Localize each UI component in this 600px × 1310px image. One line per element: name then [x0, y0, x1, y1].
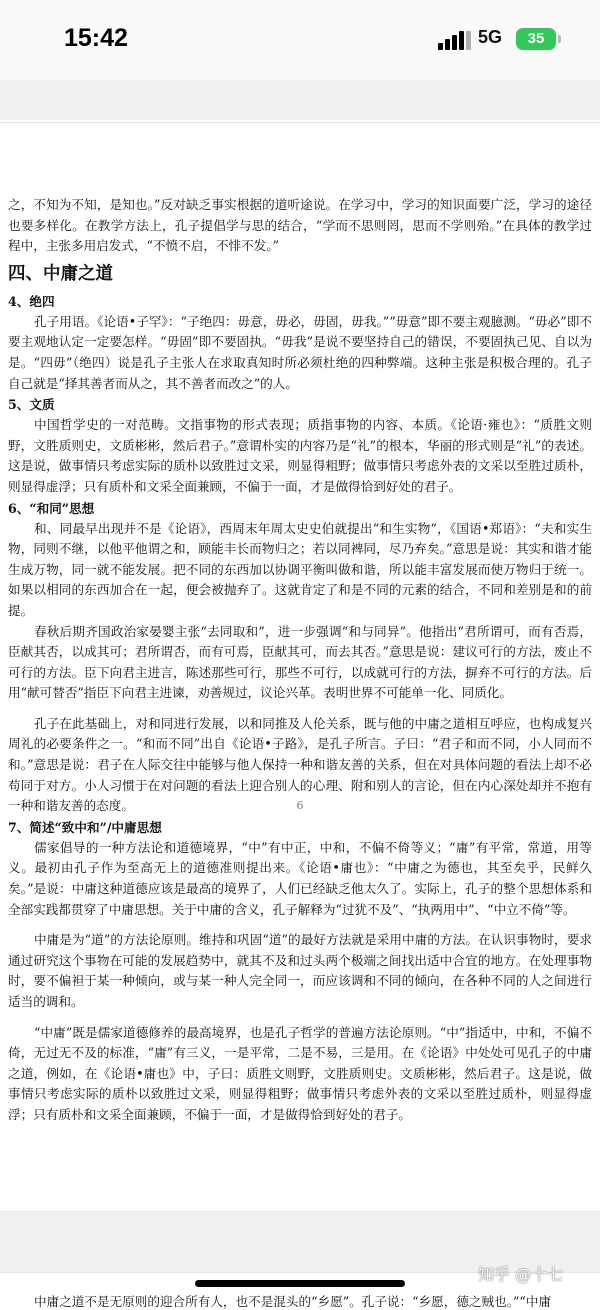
battery-icon — [516, 28, 556, 50]
next-page-text: 中庸之道不是无原则的迎合所有人，也不是混头的“乡愿”。孔子说：“乡愿，德之贼也。”“中庸 — [34, 1294, 552, 1309]
page-number: 6 — [296, 799, 304, 812]
subsection-heading: 5、文质 — [8, 397, 55, 413]
document-page[interactable] — [0, 122, 600, 1212]
battery-level: 35 — [527, 30, 545, 47]
zhihu-watermark: 知乎 @十七 — [478, 1265, 564, 1284]
status-time: 15:42 — [64, 24, 128, 52]
paragraph: 中庸是为“道”的方法论原则。维持和巩固“道”的最好方法就是采用中庸的方法。在认识事物时，要求通过研究这个事物在可能的发展趋势中，就其不及和过头两个极端之间找出适中合宜的地方。在处理事物时，要不偏袒于某一种倾向，或与某一种人完全同一，而应该调和不同的倾向，在各种不同的人之间进行适当的调和。 — [8, 932, 592, 1009]
paragraph: 春秋后期齐国政治家晏婴主张“去同取和”，进一步强调“和与同异”。他指出“君所谓可，而有否焉，臣献其否，以成其可；君所谓否，而有可焉，臣献其可，而去其否。”意思是说：建议可行的方法，废止不可行的方法。臣下向君主进言，陈述那些可行，那些不可行，以成就可行的方法，摒弃不可行的方法。后用“献可替否”指臣下向君主进谏，劝善规过，议论兴革。表明世界不可能单一化、同质化。 — [8, 623, 592, 701]
paragraph: 儒家倡导的一种方法论和道德境界，“中”有中正，中和，不偏不倚等义；“庸”有平常，常道，用等义。最初由孔子作为至高无上的道德准则提出来。《论语•庸也》：“中庸之为德也，其至矣乎，民鲜久矣。”是说：中庸这种道德应该是最高的境界了，人们已经缺乏他太久了。实际上，孔子的整个思想体系和全部实践都贯穿了中庸思想。关于中庸的含义，孔子解释为“过犹不及”、“执两用中”、“中立不倚”等。 — [8, 839, 592, 917]
paragraph: 孔子用语。《论语•子罕》：“子绝四：毋意，毋必，毋固，毋我。”“毋意”即不要主观臆测。“毋必”即不要主观地认定一定要怎样。“毋固”即不要固执。“毋我”是说不要坚持自己的错误，不要固执己见、自以为是。“四毋”（绝四）说是孔子主张人在求取真知时所必须杜绝的四种弊端。这种主张是积极合理的。孔子自己就是“择其善者而从之，其不善者而改之”的人。 — [8, 313, 592, 391]
intro-paragraph: 之，不知为不知，是知也。”反对缺乏事实根据的道听途说。在学习中，学习的知识面要广泛，学习的途径也要多样化。在教学方法上，孔子提倡学与思的结合，“学而不思则罔，思而不学则殆。”在具体的教学过程中，主张多用启发式，“不愤不启，不悱不发。” — [8, 197, 592, 254]
subsection-heading: 6、“和同”思想 — [8, 500, 95, 516]
paragraph: 孔子在此基础上，对和同进行发展，以和同推及人伦关系，既与他的中庸之道相互呼应，也构成复兴周礼的必要条件之一。“和而不同”出自《论语•子路》，是孔子所言。子曰：“君子和而不同，小人同而不和。”意思是说：君子在人际交往中能够与他人保持一种和谐友善的关系，但在对具体问题的看法上却不必苟同于对方。小人习惯于在对问题的看法上迎合别人的心理、附和别人的言论，但在内心深处却并不抱有一种和谐友善的态度。 — [8, 715, 592, 814]
status-bar — [0, 0, 600, 80]
home-indicator[interactable] — [195, 1280, 405, 1287]
paragraph: “中庸”既是儒家道德修养的最高境界，也是孔子哲学的普遍方法论原则。“中”指适中，中和，不偏不倚，无过无不及的标准，“庸”有三义，一是平常，二是不易，三是用。在《论语》中处处可见孔子的中庸之道，例如，在《论语•庸也》中，子曰：质胜文则野，文胜质则史。文质彬彬，然后君子。这是说，做事情只考虑实际的质朴以致胜过文采，则显得粗野；做事情只考虑外表的文采以至胜过质朴，则显得虚浮；只有质朴和文采全面兼顾，不偏于一面，才是做得恰到好处的君子。 — [8, 1024, 592, 1122]
battery-tip — [558, 35, 561, 43]
network-type: 5G — [478, 27, 503, 47]
cellular-signal-icon — [438, 30, 470, 50]
subsection-heading: 4、绝四 — [8, 293, 55, 309]
section-title: 四、中庸之道 — [8, 263, 113, 284]
paragraph: 和、同最早出现并不是《论语》，西周末年周太史史伯就提出“和生实物”，《国语•郑语》：“夫和实生物，同则不继，以他平他谓之和，顾能丰长而物归之；若以同裨同，尽乃弃矣。”意思是说：其实和谐才能生成万物，同一就不能发展。把不同的东西加以协调平衡叫做和谐，所以能丰富发展而使万物归于统一。如果以相同的东西加合在一起，便会被抛弃了。这就肯定了和是不同的元素的结合，不同和差别是和的前提。 — [8, 520, 592, 618]
subsection-heading: 7、简述“致中和”/中庸思想 — [8, 819, 162, 835]
page-gap-top — [0, 80, 600, 120]
page-content — [8, 195, 592, 1126]
paragraph: 中国哲学史的一对范畴。文指事物的形式表现；质指事物的内容、本质。《论语·雍也》：“质胜文则野，文胜质则史，文质彬彬，然后君子。”意谓朴实的内容乃是“礼”的根本，华丽的形式则是“礼”的表述。这是说，做事情只考虑实际的质朴以致胜过文采，则显得粗野；做事情只考虑外表的文采以至胜过质朴，则显得虚浮；只有质朴和文采全面兼顾，不偏于一面，才是做得恰到好处的君子。 — [8, 417, 592, 494]
